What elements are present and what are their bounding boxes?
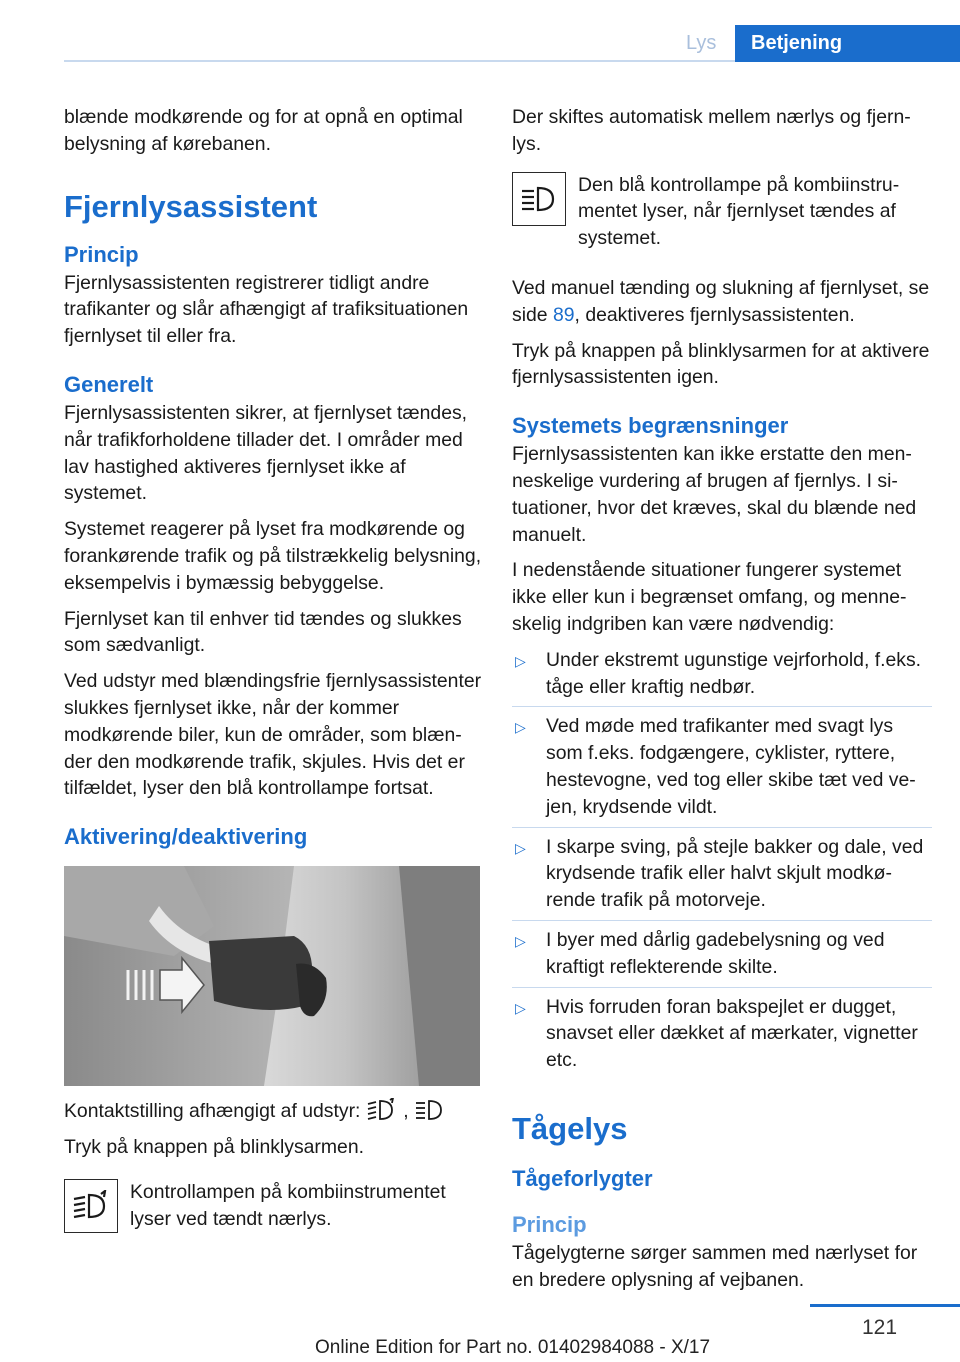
left-column bbox=[64, 104, 482, 1241]
footer-rule bbox=[810, 1304, 960, 1307]
list-item-text: I skarpe sving, på stejle bakker og dale, ved krydsende trafik eller halvt skjult modkørende trafik på motorveje. bbox=[546, 835, 924, 912]
list-item bbox=[512, 713, 932, 827]
generelt-text-2: Systemet reagerer på lyset fra modkørende og forankørende trafik og på tilstrækkelig belysning, eksempelvis i bymæssig bebyggelse. bbox=[64, 518, 482, 594]
limits-list bbox=[512, 647, 932, 1080]
auto-low-beam-lamp-icon bbox=[64, 1179, 118, 1233]
manual-text-post: , deaktiveres fjernlysassistenten. bbox=[574, 303, 855, 326]
triangle-bullet-icon: ▷ bbox=[515, 719, 526, 736]
generelt-text-4: Ved udstyr med blændingsfrie fjernlysassistenter slukkes fjernlyset ikke, når der kommer modkørende biler, kun de områder, som blænder den modkørende trafik, skjules. Hvis det er tilfældet, lyser den blå kontrollampe fortsat. bbox=[64, 670, 482, 800]
auto-switch-text: Der skiftes automatisk mellem nærlys og fjernlys. bbox=[512, 106, 911, 155]
heading-tageforlygter: Tågeforlygter bbox=[512, 1165, 653, 1191]
reactivate-text: Tryk på knappen på blinklysarmen for at aktivere fjernlysassistenten igen. bbox=[512, 339, 930, 389]
tryk-text: Tryk på knappen på blinklysarmen. bbox=[64, 1135, 364, 1158]
heading-princip: Princip bbox=[64, 241, 139, 267]
list-item-text: Hvis forruden foran bakspejlet er dugget, snavset eller dækket af mærkater, vignetter etc. bbox=[546, 995, 918, 1072]
list-item bbox=[512, 834, 932, 921]
kontakt-text bbox=[64, 1098, 482, 1125]
kontakt-separator: , bbox=[403, 1100, 409, 1123]
title-fjernlysassistent: Fjernlysassistent bbox=[64, 188, 318, 224]
lamp-note-text: Kontrollampen på kombiinstrumentet lyser ved tændt nærlys. bbox=[130, 1180, 446, 1230]
triangle-bullet-icon: ▷ bbox=[515, 932, 526, 949]
auto-low-beam-lamp-icon bbox=[366, 1098, 398, 1122]
header-section: Lys bbox=[686, 32, 717, 54]
list-item bbox=[512, 927, 932, 988]
limits-text-1: Fjernlysassistenten kan ikke erstatte den menneskelige vurdering af brugen af fjernlys. I situationer, hvor det kræves, skal du blænde ned manuelt. bbox=[512, 443, 917, 546]
triangle-bullet-icon: ▷ bbox=[515, 999, 526, 1016]
triangle-bullet-icon: ▷ bbox=[515, 839, 526, 856]
page-number: 121 bbox=[862, 1316, 898, 1339]
header-chapter-tab: Betjening bbox=[735, 25, 960, 62]
high-beam-lamp-icon bbox=[512, 172, 566, 226]
heading-begraensninger: Systemets begrænsninger bbox=[512, 413, 789, 439]
triangle-bullet-icon: ▷ bbox=[515, 652, 526, 669]
list-item-text: Ved møde med trafikanter med svagt lys som f.eks. fodgængere, cyklister, ryttere, hestevogne, ved tog eller skibe tæt ved vejen, krydsende vildt. bbox=[546, 715, 916, 818]
lamp-note-row bbox=[64, 1179, 482, 1242]
blinker-lever-photo bbox=[64, 866, 480, 1086]
edition-footer: Online Edition for Part no. 01402984088 - X/17 bbox=[315, 1337, 711, 1358]
list-item bbox=[512, 994, 932, 1080]
heading-aktivering: Aktivering/deaktivering bbox=[64, 824, 308, 850]
heading-generelt: Generelt bbox=[64, 371, 154, 397]
manual-text bbox=[512, 275, 932, 329]
blue-lamp-text: Den blå kontrollampe på kombiinstrumentet lyser, når fjernlyset tændes af systemet. bbox=[578, 173, 900, 250]
princip-text: Fjernlysassistenten registrerer tidligt andre trafikanter og slår afhængigt af trafiksituationen fjernlyset til eller fra. bbox=[64, 271, 469, 348]
blue-lamp-note-row bbox=[512, 172, 932, 261]
generelt-text-3: Fjernlyset kan til enhver tid tændes og slukkes som sædvanligt. bbox=[64, 607, 462, 657]
list-item-text: Under ekstremt ugunstige vejrforhold, f.eks. tåge eller kraftig nedbør. bbox=[546, 648, 922, 698]
tage-princip-text: Tågelygterne sørger sammen med nærlyset for en bredere oplysning af vejbanen. bbox=[512, 1241, 918, 1291]
heading-princip-tage: Princip bbox=[512, 1211, 587, 1237]
list-item bbox=[512, 647, 932, 708]
manual-text-pre: Ved manuel tænding og slukning af fjernlyset, se side bbox=[512, 276, 930, 326]
list-item-text: I byer med dårlig gadebelysning og ved kraftigt reflekterende skilte. bbox=[546, 928, 885, 978]
generelt-text-1: Fjernlysassistenten sikrer, at fjernlyset tændes, når trafikforholdene tillader det. I områder med lav hastighed aktiveres fjernlyset ikke af systemet. bbox=[64, 401, 468, 505]
kontakt-label: Kontaktstilling afhængigt af udstyr: bbox=[64, 1100, 361, 1123]
high-beam-lamp-icon bbox=[414, 1098, 446, 1122]
page-link-89[interactable]: 89 bbox=[552, 303, 575, 326]
title-tagelys: Tågelys bbox=[512, 1110, 628, 1146]
intro-text: blænde modkørende og for at opnå en optimal belysning af kørebanen. bbox=[64, 106, 463, 155]
right-column bbox=[512, 104, 932, 1303]
limits-text-2: I nedenstående situationer fungerer systemet ikke eller kun i begrænset omfang, og menneskelig indgriben kan være nødvendig: bbox=[512, 559, 907, 635]
